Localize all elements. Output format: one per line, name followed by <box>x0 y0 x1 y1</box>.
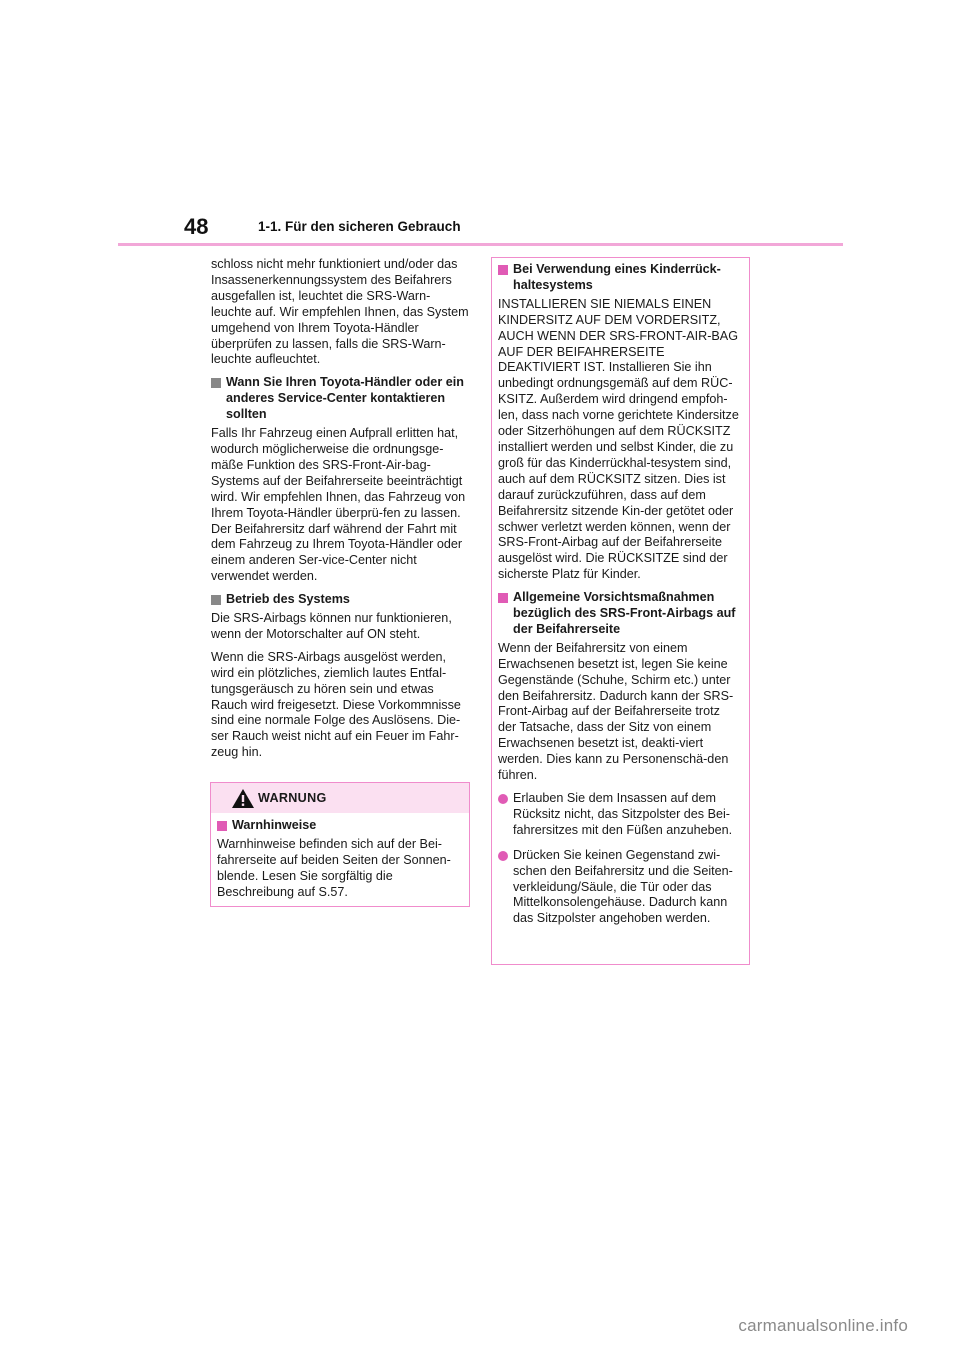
list-item <box>498 848 739 928</box>
paragraph-contact-dealer: Falls Ihr Fahrzeug einen Aufprall erlitten hat, wodurch möglicherweise die ordnungsge-mäße Funktion des SRS-Front-Air-bag-Systems auf der Beifahrerseite beeinträchtigt wird. Wir empfehlen Ihnen, das Fahrzeug von Ihrem Toyota-Händler überprü-fen zu lassen. Der Beifahrersitz darf während der Fahrt mit dem Fahrzeug zu Ihrem Toyota-Händler oder einem anderen Ser-vice-Center nicht verwendet werden. <box>211 426 466 584</box>
square-bullet-icon <box>211 378 221 388</box>
heading-text: Betrieb des Systems <box>226 592 350 607</box>
list-item <box>498 791 739 839</box>
warning-triangle-icon <box>231 788 255 809</box>
header-rule <box>118 243 843 246</box>
warning-text: Warnhinweise befinden sich auf der Bei-fahrerseite auf beiden Seiten der Sonnen-blende. Lesen Sie sorgfältig die Beschreibung auf S.57. <box>217 836 451 899</box>
list-item-text: Drücken Sie keinen Gegenstand zwi-schen den Beifahrersitz und die Seiten-verkleidung/Säule, die Tür oder das Mittelkonsolengehäuse. Dadurch kann das Sitzpolster angehoben werden. <box>513 847 733 926</box>
section-title: 1-1. Für den sicheren Gebrauch <box>258 219 461 234</box>
square-bullet-icon <box>498 593 508 603</box>
heading-child-restraint <box>498 262 739 294</box>
warning-title: WARNUNG <box>258 791 327 805</box>
heading-system-operation <box>211 592 469 608</box>
paragraph-child-restraint: INSTALLIEREN SIE NIEMALS EINEN KINDERSITZ AUF DEM VORDERSITZ, AUCH WENN DER SRS-FRONT-AIR-BAG AUF DER BEIFAHRERSEITE DEAKTIVIERT IST. Installieren Sie ihn unbedingt ordnungsgemäß auf dem RÜC-KSITZ. Außerdem wird dringend empfoh-len, dass nach vorne gerichtete Kindersitze oder Sitzerhöhungen auf dem RÜCKSITZ installiert werden und selbst Kinder, die zu groß für das Kinderrückhal-tesystem sind, auch auf dem RÜCKSITZ sitzen. Dies ist darauf zurückzuführen, dass auf dem Beifahrersitz sitzende Kin-der getötet oder schwer verletzt werden können, wenn der SRS-Front-Airbag auf der Beifahrerseite ausgelöst wird. Die RÜCKSITZE sind der sicherste Platz für Kinder. <box>498 296 739 582</box>
square-bullet-icon <box>211 595 221 605</box>
circle-bullet-icon <box>498 851 508 861</box>
intro-paragraph: schloss nicht mehr funktioniert und/oder das Insassenerkennungssystem des Beifahrers ausgefallen ist, leuchtet die SRS-Warn-leuchte auf. Wir empfehlen Ihnen, das System umgehend von Ihrem Toyota-Händler überprüfen zu lassen, falls die SRS-Warn-leuchte aufleuchtet. <box>211 257 469 367</box>
square-bullet-icon <box>498 265 508 275</box>
heading-warnings <box>217 818 463 834</box>
heading-general-precautions <box>498 590 739 638</box>
heading-contact-dealer <box>211 375 469 423</box>
warning-body <box>211 813 469 901</box>
heading-text: Bei Verwendung eines Kinderrück-haltesystems <box>513 262 721 292</box>
square-bullet-icon <box>217 821 227 831</box>
heading-text: Allgemeine Vorsichtsmaßnahmen bezüglich des SRS-Front-Airbags auf der Beifahrerseite <box>513 590 736 636</box>
warning-header <box>211 783 469 813</box>
heading-text: Warnhinweise <box>232 818 317 832</box>
left-column <box>211 257 469 768</box>
paragraph-deployment: Wenn die SRS-Airbags ausgelöst werden, wird ein plötzliches, ziemlich lautes Entfal-tungsgeräusch zu hören sein und etwas Rauch wird freigesetzt. Diese Vorkommnisse sind eine normale Folge des Auslösens. Die-ser Rauch weist nicht auf ein Feuer im Fahr-zeug hin. <box>211 649 461 760</box>
paragraph-system-operation: Die SRS-Airbags können nur funktionieren, wenn der Motorschalter auf ON steht. <box>211 611 452 641</box>
right-column-caution-box <box>491 257 750 965</box>
warning-box <box>210 782 470 907</box>
circle-bullet-icon <box>498 794 508 804</box>
list-item-text: Erlauben Sie dem Insassen auf dem Rücksitz nicht, das Sitzpolster des Bei-fahrersitzes mit den Füßen anzuheben. <box>513 791 733 837</box>
page-number: 48 <box>184 214 209 239</box>
paragraph-general-precautions: Wenn der Beifahrersitz von einem Erwachsenen besetzt ist, legen Sie keine Gegenstände (Schuhe, Schirm etc.) unter den Beifahrersitz. Dadurch kann der SRS-Front-Airbag auf der Beifahrerseite trotz der Tatsache, dass der Sitz von einem Erwachsenen besetzt ist, deakti-viert werden. Dies kann zu Personenschä-den führen. <box>498 640 734 783</box>
heading-text: Wann Sie Ihren Toyota-Händler oder ein anderes Service-Center kontaktieren sollten <box>226 375 464 422</box>
watermark-text: carmanualsonline.info <box>738 1316 908 1335</box>
